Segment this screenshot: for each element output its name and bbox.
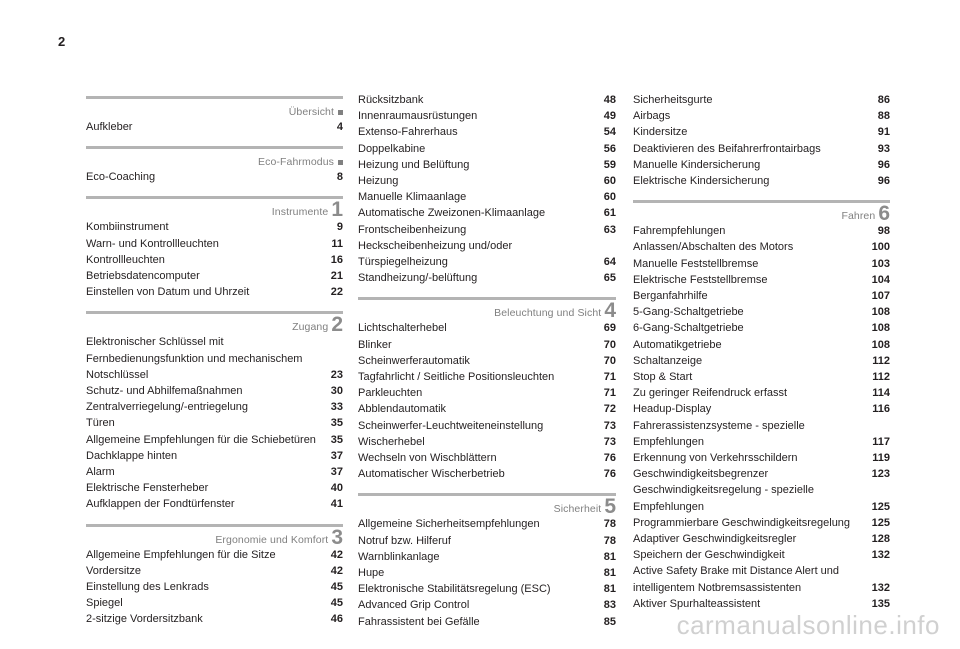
toc-entry[interactable] (86, 383, 343, 399)
entry-title: Wischerhebel (358, 435, 425, 448)
entry-title: Kombiinstrument (86, 221, 169, 234)
toc-section (86, 311, 343, 512)
toc-section (633, 200, 890, 612)
entry-title: Allgemeine Empfehlungen für die Sitze (86, 548, 276, 561)
entry-title: Allgemeine Empfehlungen für die Schiebetüren (86, 433, 316, 446)
entry-title: Advanced Grip Control (358, 599, 470, 612)
entry-page-number: 119 (872, 452, 890, 465)
toc-entry[interactable] (86, 119, 343, 135)
entry-page-number: 100 (871, 241, 890, 254)
entry-title: Wechseln von Wischblättern (358, 452, 497, 465)
entry-page-number: 70 (603, 354, 616, 367)
section-title: Sicherheit (553, 503, 602, 516)
entry-title: Aufklappen der Fondtürfenster (86, 498, 235, 511)
section-title: Zugang (292, 321, 329, 334)
entry-title: 5-Gang-Schaltgetriebe (633, 306, 744, 319)
entry-title: Berganfahrhilfe (633, 290, 708, 303)
entry-title: Vordersitze (86, 564, 142, 577)
entry-title: Elektronische Stabilitätsregelung (ESC) (358, 583, 551, 596)
toc-section (633, 92, 890, 189)
entry-title: Speichern der Geschwindigkeit (633, 549, 785, 562)
toc-entry[interactable] (633, 466, 890, 482)
entry-page-number: 11 (331, 237, 343, 250)
toc-entry[interactable] (358, 157, 616, 173)
entry-page-number: 81 (603, 550, 616, 563)
toc-entry[interactable] (633, 173, 890, 189)
toc-entry[interactable] (633, 288, 890, 304)
toc-entry[interactable] (633, 418, 890, 450)
entry-title: Spiegel (86, 597, 123, 610)
entry-page-number: 65 (603, 272, 616, 285)
toc-entry[interactable] (358, 581, 616, 597)
toc-entry[interactable] (358, 141, 616, 157)
entry-page-number: 132 (871, 549, 890, 562)
entry-page-number: 116 (872, 403, 890, 416)
entry-title: Automatische Zweizonen-Klimaanlage (358, 207, 546, 220)
entry-title: Warn- und Kontrollleuchten (86, 237, 219, 250)
toc-entry[interactable] (633, 563, 890, 595)
toc-entry[interactable] (358, 124, 616, 140)
toc-entry[interactable] (633, 482, 890, 514)
entry-title: Kindersitze (633, 126, 688, 139)
entry-page-number: 72 (603, 403, 616, 416)
entry-title: Elektrische Fensterheber (86, 482, 209, 495)
toc-entry[interactable] (633, 401, 890, 417)
entry-page-number: 8 (336, 171, 343, 184)
entry-page-number: 16 (330, 253, 343, 266)
toc-entry[interactable] (86, 252, 343, 268)
entry-title: Allgemeine Sicherheitsempfehlungen (358, 518, 540, 531)
entry-title: Blinker (358, 338, 392, 351)
toc-entry[interactable] (633, 450, 890, 466)
entry-page-number: 108 (871, 306, 890, 319)
entry-title: Tagfahrlicht / Seitliche Positionsleuchten (358, 371, 555, 384)
section-number: 4 (604, 299, 616, 323)
entry-title: Eco-Coaching (86, 171, 156, 184)
toc-entry[interactable] (633, 223, 890, 239)
toc-entry[interactable] (358, 173, 616, 189)
toc-entry[interactable] (358, 565, 616, 581)
entry-page-number: 128 (871, 533, 890, 546)
entry-page-number: 9 (336, 221, 343, 234)
entry-title: Manuelle Klimaanlage (358, 191, 467, 204)
entry-page-number: 61 (603, 207, 616, 220)
entry-title: Elektrische Kindersicherung (633, 175, 770, 188)
entry-page-number: 91 (877, 126, 890, 139)
toc-entry[interactable] (358, 92, 616, 108)
entry-page-number: 132 (871, 581, 890, 594)
entry-page-number: 86 (877, 94, 890, 106)
toc-entry[interactable] (358, 353, 616, 369)
toc-entry[interactable] (86, 399, 343, 415)
entry-title: Türen (86, 417, 115, 430)
toc-entry[interactable] (358, 108, 616, 124)
entry-title: Aufkleber (86, 121, 133, 133)
entry-page-number: 22 (330, 286, 343, 299)
entry-page-number: 88 (877, 110, 890, 123)
entry-page-number: 104 (871, 273, 890, 286)
toc-entry[interactable] (86, 563, 343, 579)
toc-entry[interactable] (633, 353, 890, 369)
entry-page-number: 135 (871, 597, 890, 610)
entry-title: Standheizung/-belüftung (358, 272, 478, 285)
entry-title: Innenraumausrüstungen (358, 110, 478, 123)
toc-entry[interactable] (86, 169, 343, 185)
entry-page-number: 33 (330, 401, 343, 414)
section-header (358, 493, 616, 519)
entry-title: 2-sitzige Vordersitzbank (86, 613, 203, 626)
toc-entry[interactable] (86, 284, 343, 300)
toc-section (86, 196, 343, 300)
entry-page-number: 73 (603, 419, 616, 432)
toc-column-1 (86, 92, 343, 639)
entry-title: Headup-Display (633, 403, 712, 416)
section-header (86, 146, 343, 169)
toc-entry[interactable] (86, 611, 343, 627)
toc-column-2 (358, 92, 616, 641)
toc-entry[interactable] (358, 270, 616, 286)
toc-entry[interactable] (358, 337, 616, 353)
entry-title: Automatikgetriebe (633, 338, 722, 351)
toc-section (358, 493, 616, 629)
entry-title: Deaktivieren des Beifahrerfrontairbags (633, 142, 821, 155)
entry-title: Lichtschalterhebel (358, 322, 447, 335)
entry-title: Aktiver Spurhalteassistent (633, 597, 761, 610)
entry-title: Frontscheibenheizung (358, 223, 467, 236)
section-number: 3 (331, 525, 343, 549)
toc-entry[interactable] (633, 547, 890, 563)
entry-title: Fahrassistent bei Gefälle (358, 615, 480, 628)
entry-page-number: 112 (872, 354, 890, 367)
entry-title: Dachklappe hinten (86, 449, 178, 462)
entry-title: Zentralverriegelung/-entriegelung (86, 401, 249, 414)
toc-entry[interactable] (633, 320, 890, 336)
toc-entry[interactable] (633, 369, 890, 385)
entry-title: Manuelle Feststellbremse (633, 257, 759, 270)
entry-title: Notruf bzw. Hilferuf (358, 534, 451, 547)
entry-page-number: 76 (603, 452, 616, 465)
toc-entry[interactable] (86, 547, 343, 563)
toc-entry[interactable] (633, 256, 890, 272)
toc-entry[interactable] (86, 579, 343, 595)
square-bullet-icon (338, 110, 343, 115)
entry-page-number: 35 (330, 417, 343, 430)
entry-title: Sicherheitsgurte (633, 94, 713, 106)
toc-entry[interactable] (86, 496, 343, 512)
entry-page-number: 81 (603, 567, 616, 580)
entry-title: Programmierbare Geschwindigkeitsregelung (633, 516, 851, 529)
entry-title: Einstellung des Lenkrads (86, 581, 209, 594)
toc-entry[interactable] (358, 238, 616, 270)
entry-title: Elektronischer Schlüssel mit Fernbedienungsfunktion und mechanischem Notschlüssel (86, 336, 303, 381)
section-header (358, 297, 616, 323)
entry-page-number: 21 (330, 270, 343, 283)
toc-entry[interactable] (86, 480, 343, 496)
entry-page-number: 41 (330, 498, 343, 511)
entry-page-number: 98 (877, 225, 890, 238)
entry-title: Automatischer Wischerbetrieb (358, 468, 505, 481)
entry-page-number: 123 (871, 468, 890, 481)
entry-page-number: 40 (330, 482, 343, 495)
entry-page-number: 49 (603, 110, 616, 123)
entry-page-number: 73 (603, 435, 616, 448)
entry-page-number: 59 (603, 158, 616, 171)
section-number: 2 (331, 313, 343, 337)
section-title: Beleuchtung und Sicht (494, 307, 602, 320)
entry-page-number: 71 (603, 371, 616, 384)
entry-title: Heckscheibenheizung und/oder Türspiegelheizung (358, 239, 513, 269)
section-title: Fahren (841, 210, 876, 223)
entry-page-number: 81 (603, 583, 616, 596)
toc-column-3 (633, 92, 890, 623)
entry-page-number: 42 (330, 564, 343, 577)
entry-title: Kontrollleuchten (86, 253, 165, 266)
entry-page-number: 70 (603, 338, 616, 351)
square-bullet-icon (338, 160, 343, 165)
entry-title: Heizung und Belüftung (358, 158, 470, 171)
section-title: Instrumente (271, 206, 329, 219)
toc-entry[interactable] (86, 236, 343, 252)
entry-page-number: 85 (603, 615, 616, 628)
entry-page-number: 117 (872, 435, 890, 448)
toc-entry[interactable] (358, 418, 616, 434)
entry-title: Fahrerassistenzsysteme - spezielle Empfehlungen (633, 419, 805, 448)
section-header (633, 200, 890, 226)
entry-title: Manuelle Kindersicherung (633, 158, 761, 171)
entry-page-number: 78 (603, 534, 616, 547)
toc-entry[interactable] (633, 124, 890, 140)
section-number: 1 (331, 198, 343, 222)
section-header (86, 524, 343, 547)
entry-page-number: 37 (330, 449, 343, 462)
toc-entry[interactable] (358, 189, 616, 205)
toc-entry[interactable] (633, 108, 890, 124)
entry-page-number: 125 (871, 500, 890, 513)
toc-entry[interactable] (358, 597, 616, 613)
entry-page-number: 107 (871, 290, 890, 303)
toc-entry[interactable] (358, 614, 616, 630)
entry-title: Fahrempfehlungen (633, 225, 726, 238)
entry-title: Erkennung von Verkehrsschildern (633, 452, 798, 465)
toc-entry[interactable] (358, 369, 616, 385)
entry-title: Schutz- und Abhilfemaßnahmen (86, 385, 243, 398)
toc-entry[interactable] (358, 385, 616, 401)
entry-title: Hupe (358, 567, 385, 580)
entry-page-number: 125 (871, 516, 890, 529)
entry-title: Elektrische Feststellbremse (633, 273, 768, 286)
entry-page-number: 114 (872, 387, 890, 400)
toc-entry[interactable] (633, 304, 890, 320)
entry-page-number: 60 (603, 175, 616, 188)
toc-section (86, 524, 343, 628)
entry-page-number: 96 (877, 158, 890, 171)
toc-entry[interactable] (358, 205, 616, 221)
toc-entry[interactable] (358, 533, 616, 549)
entry-page-number: 23 (330, 368, 343, 381)
toc-entry[interactable] (86, 334, 343, 383)
entry-title: Abblendautomatik (358, 403, 447, 416)
entry-title: Scheinwerferautomatik (358, 354, 470, 367)
entry-title: Parkleuchten (358, 387, 423, 400)
entry-page-number: 71 (603, 387, 616, 400)
entry-title: Betriebsdatencomputer (86, 270, 200, 283)
entry-page-number: 48 (603, 94, 616, 106)
entry-title: Active Safety Brake mit Distance Alert und intelligentem Notbremsassistenten (633, 565, 840, 594)
entry-page-number: 4 (336, 121, 343, 133)
entry-title: Stop & Start (633, 371, 693, 384)
page-number: 2 (58, 34, 66, 49)
entry-page-number: 96 (877, 175, 890, 188)
entry-page-number: 69 (603, 322, 616, 335)
watermark: carmanualsonline.info (676, 610, 940, 640)
toc-entry[interactable] (358, 516, 616, 532)
toc-entry[interactable] (86, 432, 343, 448)
toc-entry[interactable] (633, 157, 890, 173)
entry-page-number: 42 (330, 548, 343, 561)
entry-title: Anlassen/Abschalten des Motors (633, 241, 794, 254)
entry-page-number: 35 (330, 433, 343, 446)
entry-title: Heizung (358, 175, 399, 188)
entry-title: Rücksitzbank (358, 94, 424, 106)
section-number: 5 (604, 495, 616, 519)
toc-entry[interactable] (86, 219, 343, 235)
entry-page-number: 56 (603, 142, 616, 155)
toc-section (86, 96, 343, 135)
entry-page-number: 83 (603, 599, 616, 612)
toc-entry[interactable] (633, 239, 890, 255)
toc-entry[interactable] (633, 272, 890, 288)
toc-entry[interactable] (633, 385, 890, 401)
section-header (86, 311, 343, 337)
entry-page-number: 78 (603, 518, 616, 531)
entry-page-number: 60 (603, 191, 616, 204)
entry-page-number: 112 (872, 371, 890, 384)
entry-page-number: 93 (877, 142, 890, 155)
toc-section (358, 297, 616, 482)
entry-page-number: 64 (603, 256, 616, 269)
toc-entry[interactable] (358, 401, 616, 417)
entry-page-number: 108 (871, 338, 890, 351)
toc-entry[interactable] (86, 268, 343, 284)
toc-entry[interactable] (358, 222, 616, 238)
entry-title: Schaltanzeige (633, 354, 703, 367)
toc-entry[interactable] (86, 464, 343, 480)
toc-section (358, 92, 616, 286)
entry-page-number: 108 (871, 322, 890, 335)
section-title: Ergonomie und Komfort (215, 533, 329, 546)
toc-entry[interactable] (358, 450, 616, 466)
entry-page-number: 76 (603, 468, 616, 481)
toc-entry[interactable] (86, 595, 343, 611)
entry-page-number: 63 (603, 223, 616, 236)
toc-entry[interactable] (86, 448, 343, 464)
entry-title: Scheinwerfer-Leuchtweiteneinstellung (358, 419, 544, 432)
entry-page-number: 103 (871, 257, 890, 270)
toc-entry[interactable] (633, 92, 890, 108)
section-header (86, 96, 343, 119)
entry-page-number: 45 (330, 581, 343, 594)
toc-entry[interactable] (358, 466, 616, 482)
toc-entry[interactable] (633, 337, 890, 353)
toc-entry[interactable] (633, 531, 890, 547)
section-title: Übersicht (288, 106, 334, 118)
toc-entry[interactable] (86, 415, 343, 431)
toc-entry[interactable] (358, 434, 616, 450)
entry-page-number: 45 (330, 597, 343, 610)
entry-title: Geschwindigkeitsbegrenzer (633, 468, 769, 481)
toc-entry[interactable] (633, 141, 890, 157)
entry-title: Airbags (633, 110, 671, 123)
section-number: 6 (878, 202, 890, 226)
entry-page-number: 37 (330, 466, 343, 479)
entry-title: 6-Gang-Schaltgetriebe (633, 322, 744, 335)
section-header (86, 196, 343, 222)
entry-page-number: 54 (603, 126, 616, 139)
toc-entry[interactable] (358, 320, 616, 336)
entry-title: Einstellen von Datum und Uhrzeit (86, 286, 250, 299)
entry-title: Geschwindigkeitsregelung - spezielle Empfehlungen (633, 484, 814, 513)
entry-title: Adaptiver Geschwindigkeitsregler (633, 533, 797, 546)
section-title: Eco-Fahrmodus (258, 156, 334, 169)
entry-title: Zu geringer Reifendruck erfasst (633, 387, 788, 400)
entry-page-number: 46 (330, 613, 343, 626)
toc-entry[interactable] (358, 549, 616, 565)
toc-entry[interactable] (633, 515, 890, 531)
entry-title: Extenso-Fahrerhaus (358, 126, 458, 139)
entry-title: Warnblinkanlage (358, 550, 440, 563)
entry-page-number: 30 (330, 385, 343, 398)
entry-title: Doppelkabine (358, 142, 426, 155)
entry-title: Alarm (86, 466, 115, 479)
toc-section (86, 146, 343, 185)
